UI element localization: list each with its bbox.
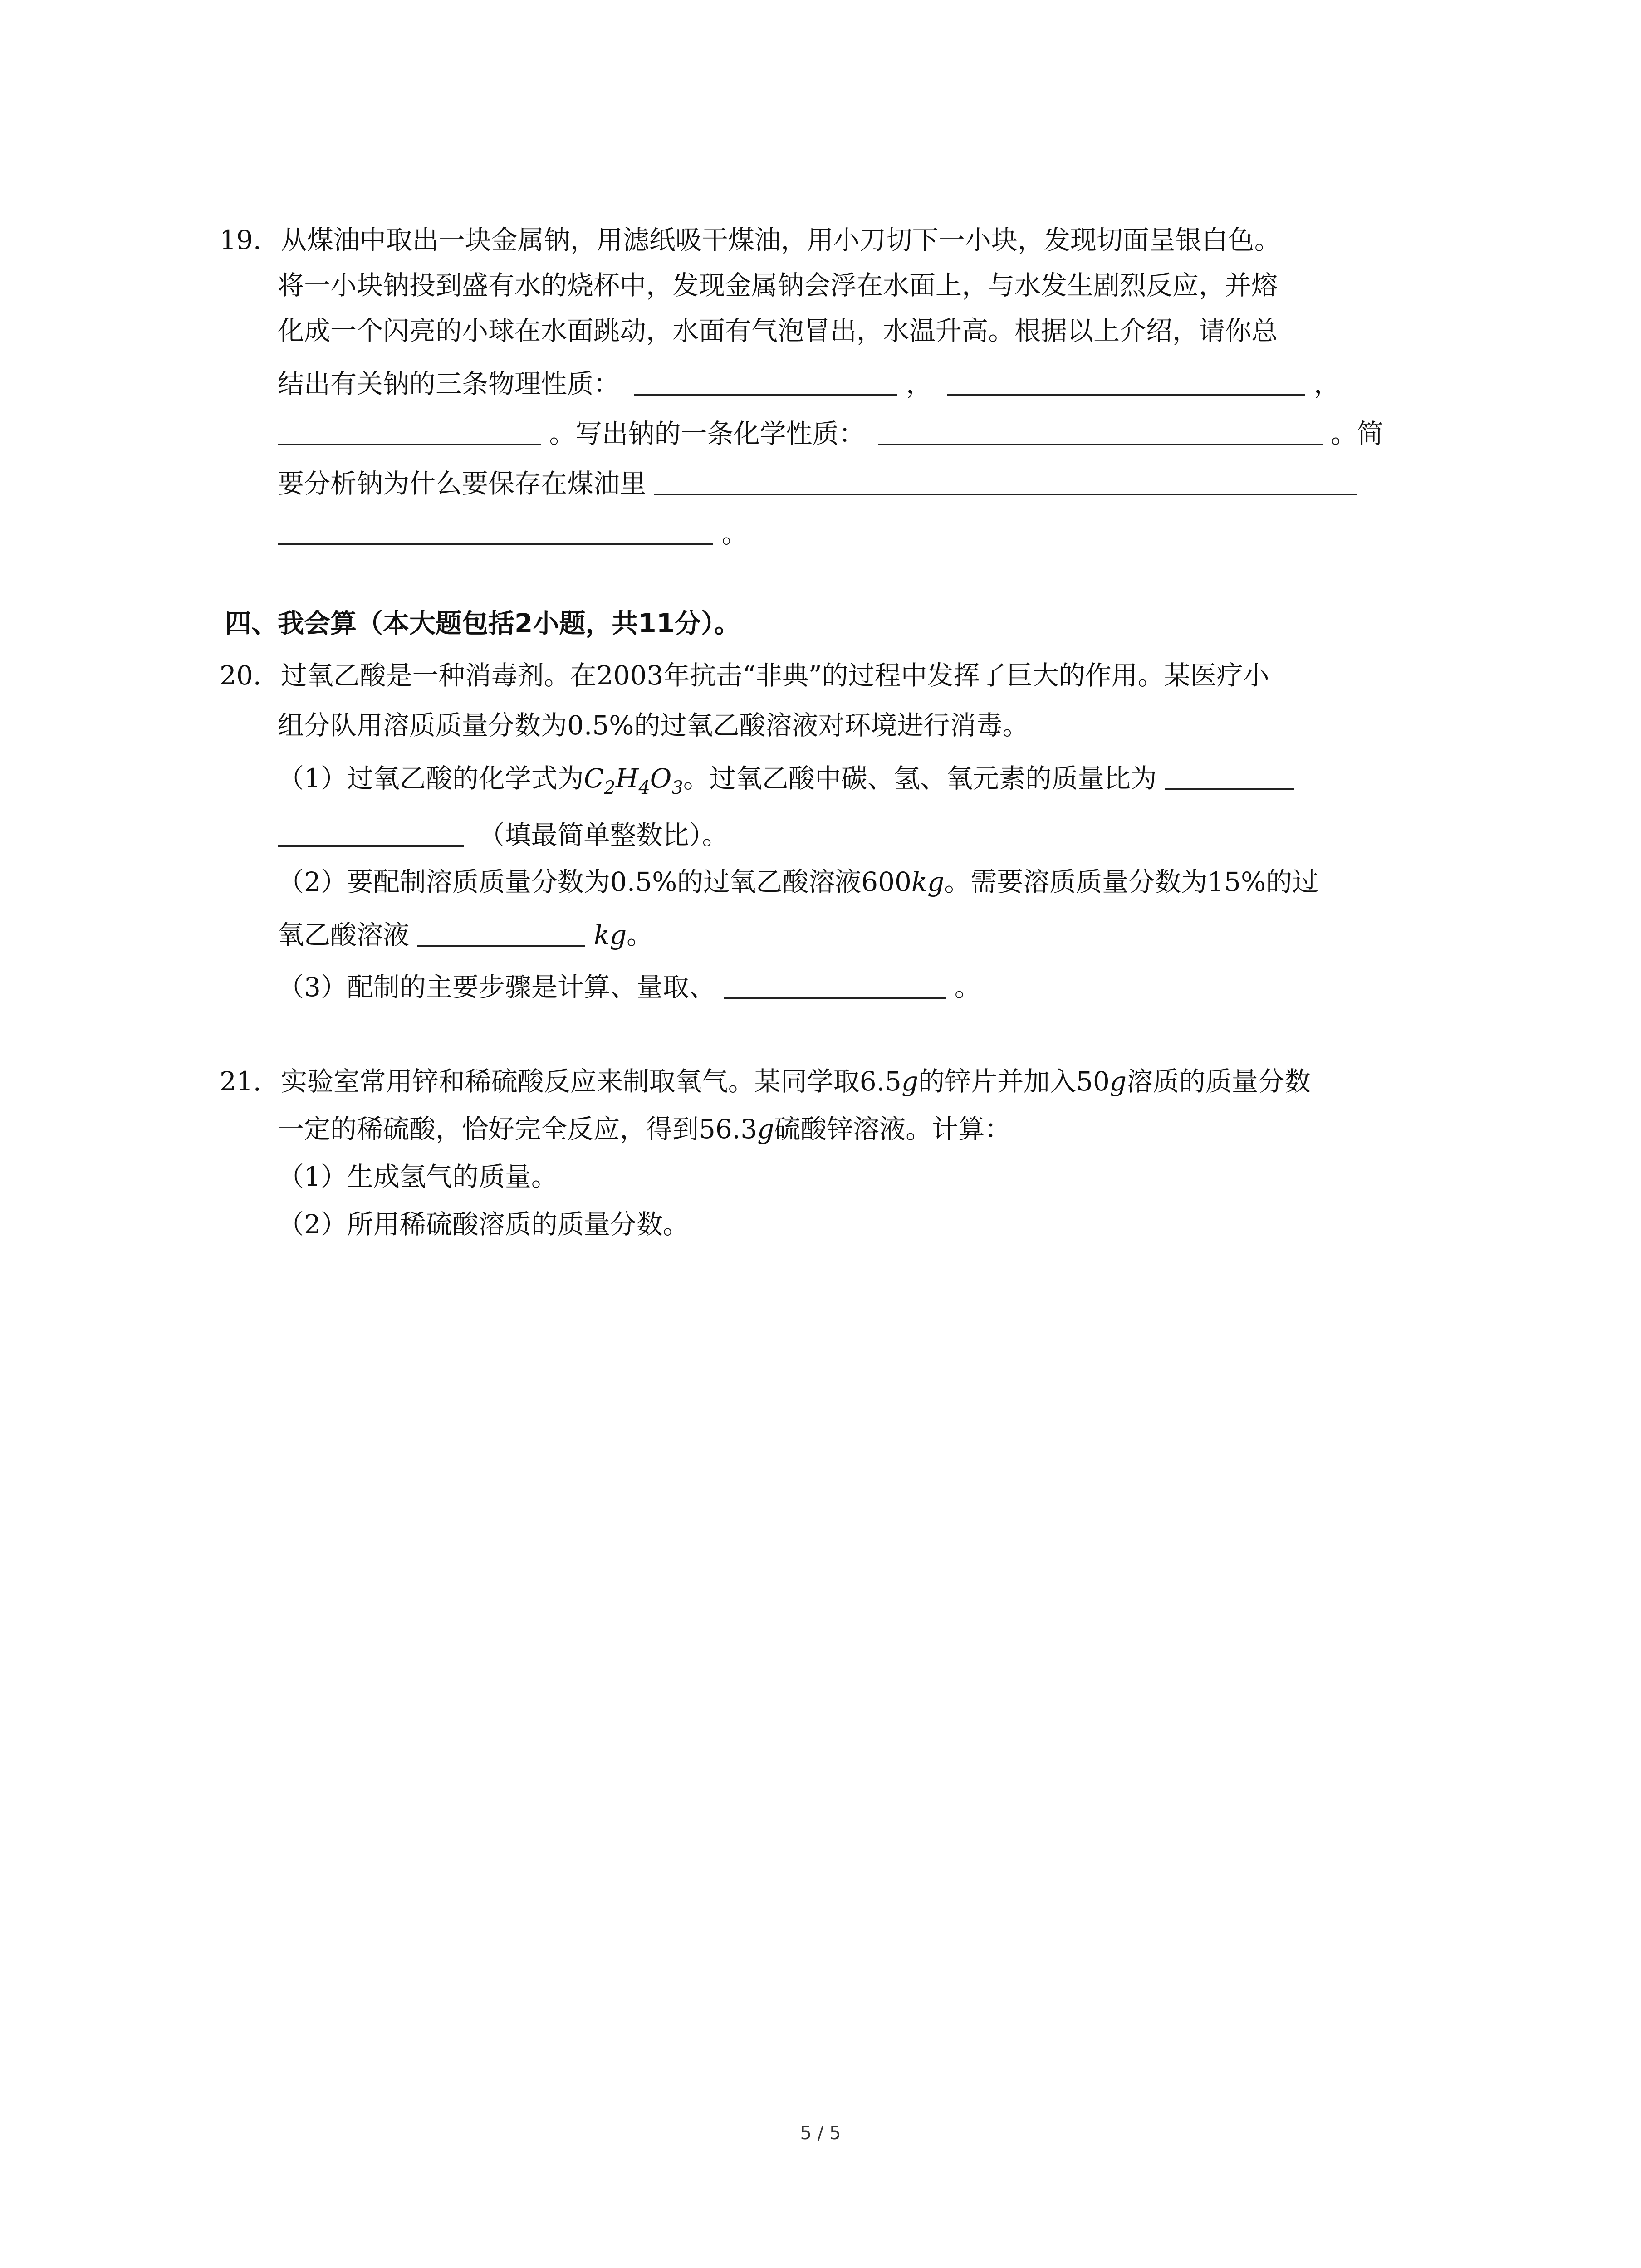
unit-g: g bbox=[901, 1066, 919, 1097]
q20-text-1: 过氧乙酸是一种消毒剂。在2003年抗击“非典”的过程中发挥了巨大的作用。某医疗小 bbox=[280, 660, 1269, 691]
q19-line-2: 将一小块钠投到盛有水的烧杯中，发现金属钠会浮在水面上，与水发生剧烈反应，并熔 bbox=[278, 270, 1278, 301]
q21-part-1: （1）生成氢气的质量。 bbox=[278, 1161, 558, 1192]
q21-line-2 bbox=[278, 1116, 1011, 1142]
q19-line-7 bbox=[278, 517, 748, 547]
answer-blank[interactable] bbox=[278, 417, 541, 445]
q19-line-6 bbox=[278, 467, 1357, 497]
q20-part-2-cont bbox=[278, 919, 653, 948]
element-h: H bbox=[615, 763, 639, 794]
page-number: 5 / 5 bbox=[800, 2123, 841, 2144]
answer-blank[interactable] bbox=[1165, 762, 1294, 790]
answer-blank[interactable] bbox=[278, 819, 464, 847]
q20-part-1-text-c: （填最简单整数比）。 bbox=[478, 820, 729, 850]
q19-line-3: 化成一个闪亮的小球在水面跳动，水面有气泡冒出，水温升高。根据以上介绍，请你总 bbox=[278, 315, 1278, 346]
subscript: 4 bbox=[638, 777, 650, 798]
chemical-formula bbox=[583, 763, 683, 798]
q20-line-2: 组分队用溶质质量分数为0.5%的过氧乙酸溶液对环境进行消毒。 bbox=[278, 710, 1029, 741]
answer-blank[interactable] bbox=[654, 467, 1357, 495]
answer-blank[interactable] bbox=[634, 367, 897, 396]
element-o: O bbox=[650, 763, 672, 794]
q19-line-5 bbox=[278, 417, 1383, 447]
element-c: C bbox=[583, 763, 604, 794]
q20-part-2 bbox=[278, 866, 1319, 897]
q21-number: 21. bbox=[220, 1066, 262, 1097]
unit-g: g bbox=[757, 1114, 774, 1144]
q20-part-2-text: （2）要配制溶质质量分数为0.5%的过氧乙酸溶液600 bbox=[278, 866, 911, 897]
answer-blank[interactable] bbox=[724, 971, 946, 999]
q20-part-3-end: 。 bbox=[954, 972, 981, 1002]
subscript: 3 bbox=[671, 777, 683, 798]
q19-text-5-end: 。简 bbox=[1331, 418, 1384, 449]
q20-part-2-end: 。 bbox=[627, 919, 653, 950]
q21-line-1 bbox=[220, 1068, 1311, 1095]
q21-text-1c: 溶质的质量分数 bbox=[1127, 1066, 1311, 1097]
q21-text-2b: 硫酸锌溶液。计算： bbox=[774, 1114, 1011, 1144]
q19-line-4 bbox=[278, 367, 1340, 397]
subscript: 2 bbox=[604, 777, 616, 798]
q19-number: 19. bbox=[220, 225, 262, 255]
q19-text-6: 要分析钠为什么要保存在煤油里 bbox=[278, 468, 647, 499]
answer-blank[interactable] bbox=[278, 517, 713, 545]
answer-blank[interactable] bbox=[417, 919, 585, 947]
q20-number: 20. bbox=[220, 660, 262, 691]
unit-g: g bbox=[1109, 1066, 1127, 1097]
answer-blank[interactable] bbox=[878, 417, 1323, 445]
q21-text-1a: 实验室常用锌和稀硫酸反应来制取氧气。某同学取6.5 bbox=[280, 1066, 901, 1097]
unit-kg: kg bbox=[593, 919, 627, 950]
q20-part-2-text-b: 。需要溶质质量分数为15%的过 bbox=[944, 866, 1319, 897]
comma: ， bbox=[1313, 368, 1340, 399]
q20-part-2-text-c: 氧乙酸溶液 bbox=[278, 919, 410, 950]
answer-blank[interactable] bbox=[947, 367, 1305, 396]
q19-text-4: 结出有关钠的三条物理性质： bbox=[278, 368, 620, 399]
q19-text-1: 从煤油中取出一块金属钠，用滤纸吸干煤油，用小刀切下一小块，发现切面呈银白色。 bbox=[280, 225, 1281, 255]
unit-kg: kg bbox=[911, 866, 945, 897]
comma: ， bbox=[906, 368, 932, 399]
q20-line-1 bbox=[220, 662, 1269, 689]
q21-part-2: （2）所用稀硫酸溶质的质量分数。 bbox=[278, 1209, 689, 1240]
q20-part-1-text-b: 。过氧乙酸中碳、氢、氧元素的质量比为 bbox=[683, 763, 1157, 794]
q21-text-2a: 一定的稀硫酸，恰好完全反应，得到56.3 bbox=[278, 1114, 758, 1144]
q19-text-7-end: 。 bbox=[721, 518, 748, 549]
q20-part-1-cont bbox=[278, 819, 728, 848]
q21-text-1b: 的锌片并加入50 bbox=[918, 1066, 1110, 1097]
section-heading: 四、我会算（本大题包括2小题，共11分）。 bbox=[225, 608, 741, 639]
q20-part-1-text: （1）过氧乙酸的化学式为 bbox=[278, 763, 584, 794]
q19-line-1 bbox=[220, 227, 1281, 253]
q20-part-1 bbox=[278, 762, 1294, 798]
q20-part-3-text: （3）配制的主要步骤是计算、量取、 bbox=[278, 972, 715, 1002]
q19-text-5: 。写出钠的一条化学性质： bbox=[549, 418, 865, 449]
q20-part-3 bbox=[278, 971, 981, 1000]
